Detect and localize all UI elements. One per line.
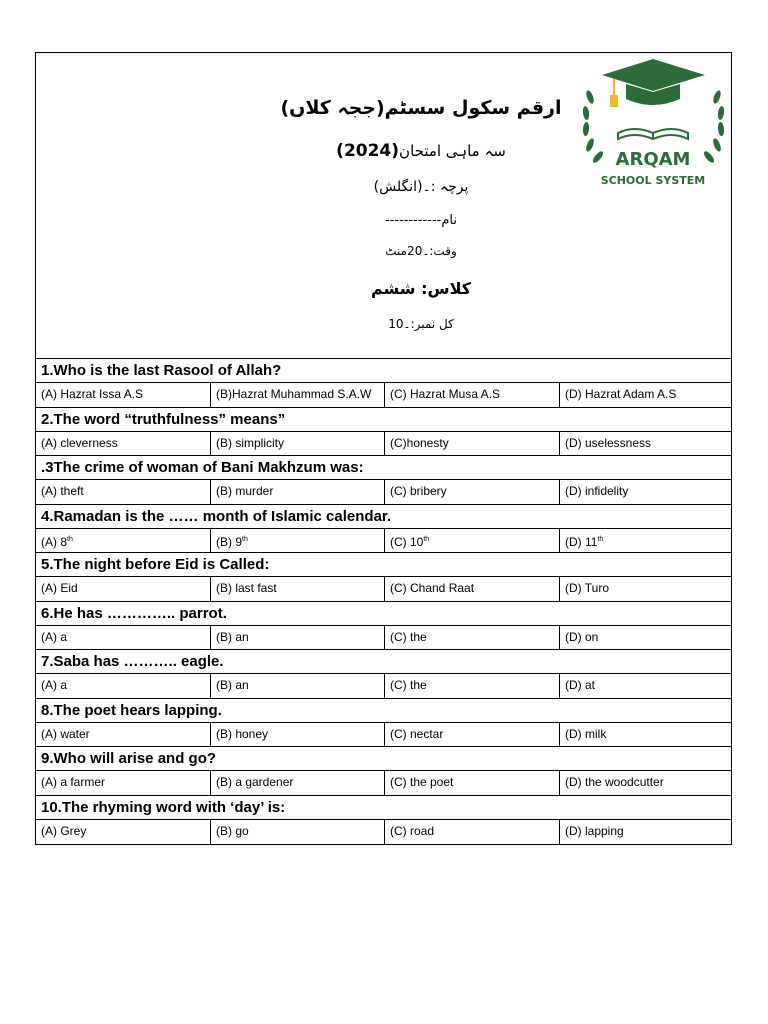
option-label: (B) a gardener [216, 775, 294, 789]
option-label: (B) last fast [216, 581, 277, 595]
question-text: 9.Who will arise and go? [36, 747, 731, 771]
option-cell [211, 820, 385, 845]
option-label: (D) milk [565, 726, 607, 741]
option-label: (B) honey [216, 726, 269, 741]
option-cell [560, 771, 731, 795]
option-label: (B) 9 [216, 534, 243, 549]
option-label: (B)Hazrat Muhammad S.A.W [216, 387, 372, 401]
option-ordinal-suffix: th [67, 535, 73, 543]
option-label: (D) Turo [565, 581, 610, 595]
options-row [36, 626, 731, 651]
question-list [36, 359, 731, 844]
option-label: (C) 10 [390, 534, 424, 549]
option-label: (C) road [390, 823, 435, 838]
logo-name: ARQAM [615, 149, 691, 170]
options-row [36, 723, 731, 748]
option-cell [36, 723, 211, 747]
option-label: (C) nectar [390, 726, 444, 741]
option-label: (C) Chand Raat [390, 581, 475, 595]
option-cell [560, 529, 731, 553]
option-cell [36, 674, 211, 698]
option-ordinal-suffix: th [597, 535, 604, 543]
option-label: (D) at [565, 678, 595, 692]
options-row [36, 529, 731, 554]
time-line: وقت:۔20منٹ [385, 244, 457, 258]
question-text: 7.Saba has ……….. eagle. [36, 650, 731, 674]
option-cell [211, 480, 385, 504]
options-row [36, 383, 731, 408]
option-label: (A) Hazrat Issa A.S [41, 387, 144, 401]
option-cell [560, 674, 731, 698]
options-row [36, 771, 731, 796]
option-label: (D) Hazrat Adam A.S [565, 387, 677, 401]
option-ordinal-suffix: th [242, 535, 248, 543]
total-marks-line: کل نمبر:۔10 [388, 317, 454, 331]
option-label: (D) infidelity [565, 484, 629, 498]
option-cell [211, 723, 385, 747]
option-cell [560, 432, 731, 456]
subject-line: پرچہ :۔(انگلش) [373, 179, 469, 195]
school-logo [574, 53, 733, 203]
option-cell [385, 674, 560, 698]
option-cell [211, 432, 385, 456]
options-row [36, 432, 731, 457]
option-label: (A) cleverness [41, 435, 118, 450]
question-text: 6.He has ………….. parrot. [36, 602, 731, 626]
options-row [36, 577, 731, 602]
option-cell [36, 626, 211, 650]
logo-subtitle: SCHOOL SYSTEM [600, 174, 706, 187]
option-cell [36, 771, 211, 795]
option-label: (B) simplicity [216, 435, 284, 450]
option-cell [211, 529, 385, 553]
option-cell [36, 432, 211, 456]
option-cell [385, 820, 560, 845]
option-ordinal-suffix: th [423, 535, 430, 543]
question-text: 10.The rhyming word with ‘day’ is: [36, 796, 731, 820]
graduation-cap-icon [602, 59, 705, 107]
option-cell [560, 383, 731, 407]
question-text: 1.Who is the last Rasool of Allah? [36, 359, 731, 383]
option-label: (D) on [565, 629, 599, 644]
option-cell [211, 674, 385, 698]
option-cell [211, 577, 385, 601]
exam-header [36, 53, 731, 359]
option-label: (D) lapping [565, 823, 624, 838]
option-label: (D) uselessness [565, 435, 652, 450]
option-cell [211, 771, 385, 795]
option-cell [560, 480, 731, 504]
options-row [36, 480, 731, 505]
option-label: (A) Eid [41, 581, 78, 595]
option-label: (A) Grey [41, 823, 87, 838]
option-label: (A) a [41, 678, 68, 692]
option-label: (B) an [216, 678, 249, 692]
option-cell [560, 577, 731, 601]
option-cell [211, 626, 385, 650]
option-label: (A) theft [41, 484, 84, 498]
option-cell [385, 529, 560, 553]
option-label: (B) go [216, 823, 249, 838]
option-label: (B) murder [216, 484, 274, 498]
options-row [36, 674, 731, 699]
question-text: 8.The poet hears lapping. [36, 699, 731, 723]
name-line: نام------------ [385, 213, 457, 228]
option-cell [560, 820, 731, 845]
option-label: (A) a farmer [41, 775, 106, 789]
option-cell [36, 577, 211, 601]
exam-year: (2024) [336, 141, 400, 161]
option-cell [385, 771, 560, 795]
class-line: کلاس: ششم [370, 279, 472, 298]
question-text: 5.The night before Eid is Called: [36, 553, 731, 577]
option-cell [560, 723, 731, 747]
question-text: 4.Ramadan is the …… month of Islamic calendar. [36, 505, 731, 529]
option-label: (D) 11 [565, 534, 598, 549]
option-cell [385, 577, 560, 601]
option-cell [385, 626, 560, 650]
option-label: (C) the [390, 678, 427, 692]
option-label: (C) bribery [390, 484, 447, 498]
question-text: .3The crime of woman of Bani Makhzum was: [36, 456, 731, 480]
option-label: (B) an [216, 629, 249, 644]
exam-sheet [35, 52, 732, 845]
option-cell [385, 723, 560, 747]
option-cell [36, 529, 211, 553]
option-cell [385, 480, 560, 504]
option-label: (C) Hazrat Musa A.S [390, 387, 501, 401]
option-label: (C) the poet [390, 775, 454, 789]
school-name: ارقم سکول سسٹم(ججہ کلاں) [280, 97, 562, 119]
question-text: 2.The word “truthfulness” means” [36, 408, 731, 432]
option-cell [560, 626, 731, 650]
option-cell [36, 480, 211, 504]
option-label: (A) water [41, 726, 90, 741]
option-label: (A) a [41, 629, 68, 644]
open-book-icon [618, 129, 688, 139]
options-row [36, 820, 731, 845]
option-label: (D) the woodcutter [565, 775, 664, 789]
option-label: (C)honesty [390, 435, 449, 450]
option-label: (C) the [390, 629, 427, 644]
option-cell [211, 383, 385, 407]
option-cell [36, 383, 211, 407]
exam-prefix: سہ ماہی امتحان [399, 142, 506, 160]
option-label: (A) 8 [41, 534, 68, 549]
option-cell [385, 383, 560, 407]
option-cell [385, 432, 560, 456]
option-cell [36, 820, 211, 845]
